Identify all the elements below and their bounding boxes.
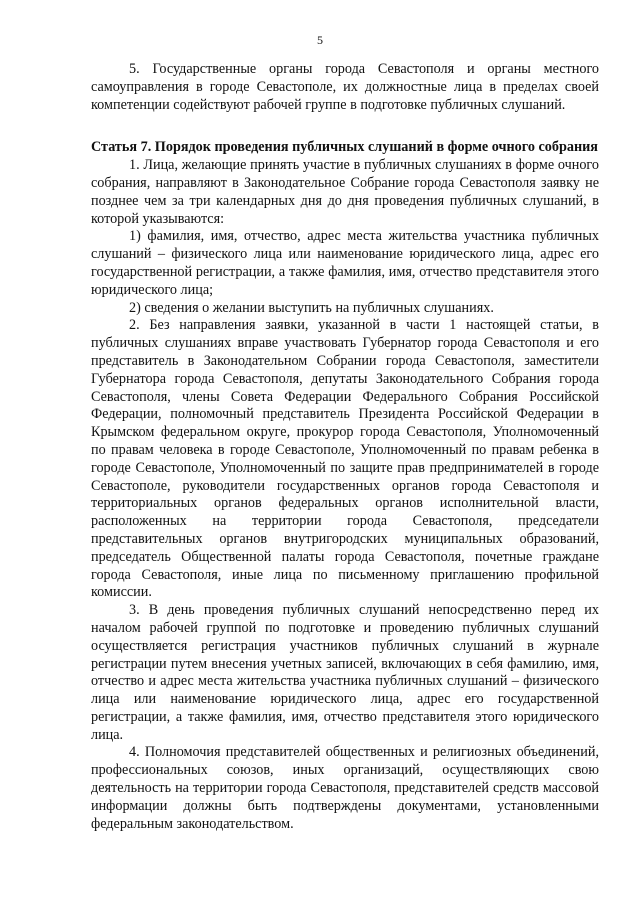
article-7-part-2: 2. Без направления заявки, указанной в части 1 настоящей статьи, в публичных слушаниях вправе участвовать Губернатор города Севастополя и его представитель в Законодательном Собрании города Севастополя, заместители Губернатора города Севастополя, депутаты Законодательного Собрания города Севастополя, члены Совета Федерации Федерального Собрания Российской Федерации, полномочный представитель Президента Российской Федерации в Крымском федеральном округе, прокурор города Севастополя, Уполномоченный по правам человека в городе Севастополе, Уполномоченный по правам ребенка в городе Севастополе, Уполномоченный по защите прав предпринимателей в городе Севастополе, руководители государственных органов города Севастополя и территориальных органов федеральных органов исполнительной власти, расположенных на территории города Севастополя, председатели представительных органов внутригородских муниципальных образований, председатель Общественной палаты города Севастополя, почетные граждане города Севастополя, иные лица по письменному приглашению профильной комиссии.	[91, 317, 599, 601]
document-body	[91, 61, 599, 833]
article-7-part-4: 4. Полномочия представителей общественных и религиозных объединений, профессиональных союзов, иных организаций, осуществляющих свою деятельность на территории города Севастополя, представителей средств массовой информации должны быть подтверждены документами, установленными федеральным законодательством.	[91, 744, 599, 832]
article-7-part-1-item-1: 1) фамилия, имя, отчество, адрес места жительства участника публичных слушаний – физического лица или наименование юридического лица, адрес его государственной регистрации, а также фамилия, имя, отчество представителя этого юридического лица;	[91, 228, 599, 298]
article-7-part-1-item-2: 2) сведения о желании выступить на публичных слушаниях.	[129, 299, 494, 316]
article-7-heading: Статья 7. Порядок проведения публичных слушаний в форме очного собрания	[91, 139, 598, 156]
page-number: 5	[317, 33, 323, 47]
article-7-part-1: 1. Лица, желающие принять участие в публичных слушаниях в форме очного собрания, направляют в Законодательное Собрание города Севастополя заявку не позднее чем за три календарных дня до дня проведения публичных слушаний, в которой указываются:	[91, 157, 599, 227]
article-7-part-3: 3. В день проведения публичных слушаний непосредственно перед их началом рабочей группой по подготовке и проведению публичных слушаний осуществляется регистрация участников публичных слушаний в журнале регистрации путем внесения учетных записей, включающих в себя фамилию, имя, отчество и адрес места жительства участника публичных слушаний – физического лица или наименование юридического лица, адрес его государственной регистрации, а также фамилия, имя, отчество представителя этого юридического лица.	[91, 602, 599, 743]
paragraph-5: 5. Государственные органы города Севастополя и органы местного самоуправления в городе Севастополе, их должностные лица в пределах своей компетенции содействуют рабочей группе в подготовке публичных слушаний.	[91, 61, 599, 113]
